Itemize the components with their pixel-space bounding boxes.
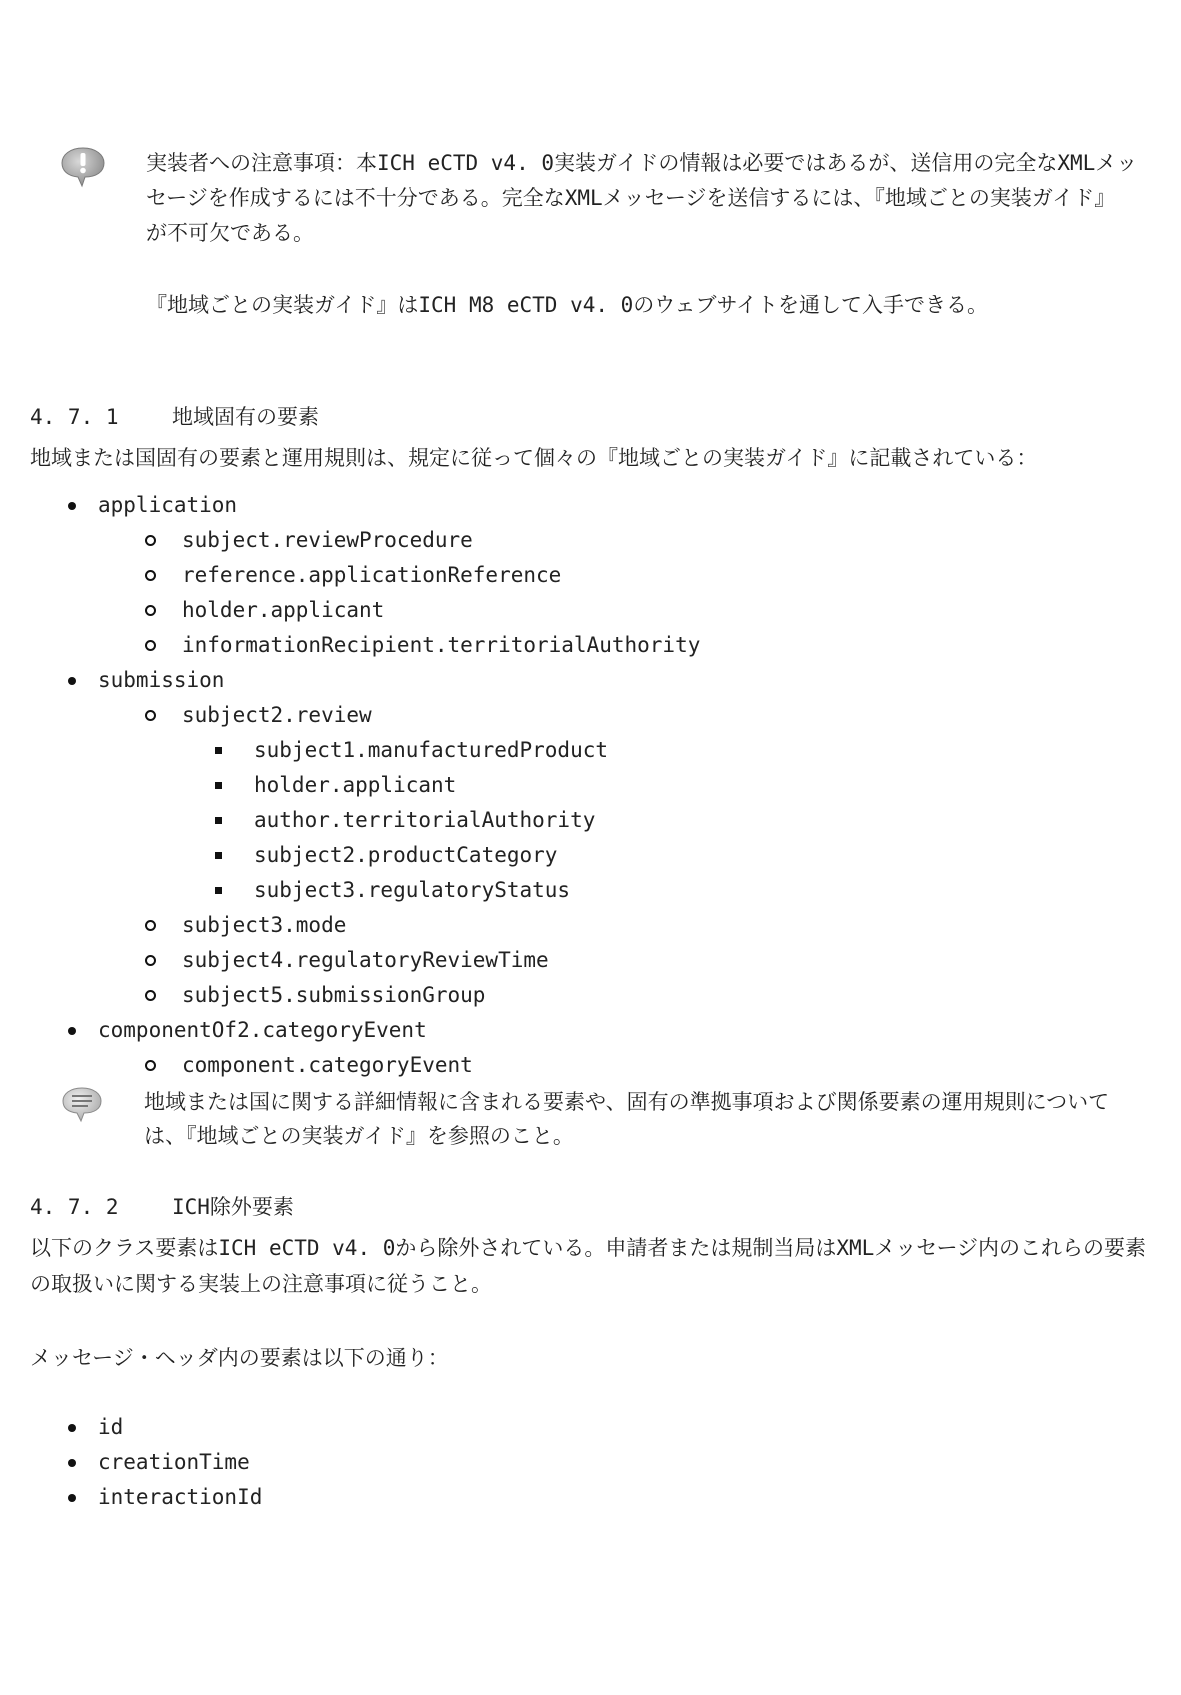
bullet-circle-icon — [140, 700, 160, 730]
bullet-square-icon — [208, 875, 228, 905]
note-line: 実装者への注意事項：本ICH eCTD v4. 0実装ガイドの情報は必要ではあるが、送信用の完全なXMLメッ — [146, 151, 1138, 175]
header-intro: メッセージ・ヘッダ内の要素は以下の通り： — [30, 1346, 449, 1370]
bullet-circle-icon — [140, 1050, 160, 1080]
section-number: 4. 7. 1 — [30, 405, 119, 429]
section-title: 地域固有の要素 — [172, 405, 319, 429]
section-intro-line: の取扱いに関する実装上の注意事項に従うこと。 — [30, 1272, 492, 1296]
warning-speech-bubble-icon — [60, 146, 106, 188]
section-heading-4-7-1 — [30, 402, 319, 432]
document-page: 実装者への注意事項：本ICH eCTD v4. 0実装ガイドの情報は必要ではあるが、送信用の完全なXMLメッ セージを作成するには不十分である。完全なXMLメッセージを送信するには、『地域ごとの実装ガイド』 が不可欠である。 『地域ごとの実装ガイド』はICH M8 eCTD v4. 0のウェブサイトを通して入手できる。 4. 7. 1 地域固有の要素 地域または国固有の要素と運用規則は、規定に従って個々の『地域ごとの実装ガイド』に記載されている： application subject.reviewProcedure reference.applicationReference holder.applicant informationRecipient.territorialAuthority submission subject2.review subject1.manufacturedProduct holder.applicant author.territorialAuthority subject2.productCategory subject3.regulatoryStatus subject3.mode subject4.regulatoryReviewTime subject5.submissionGroup componentOf2.categoryEvent component.categoryEvent 地域または国に関する詳細情報に含まれる要素や、固有の準拠事項および関係要素の運用規則について は、『地域ごとの実装ガイド』を参照のこと。 4. 7. 2 ICH除外要素 以下のクラス要素はICH eCTD v4. 0から除外されている。申請者または規制当局はXMLメッセージ内のこれらの要素 の取扱いに関する実装上の注意事項に従うこと。 メッセージ・ヘッダ内の要素は以下の通り： id creationTime interactionId — [0, 0, 1181, 1695]
section-intro: 地域または国固有の要素と運用規則は、規定に従って個々の『地域ごとの実装ガイド』に記載されている： — [30, 446, 1038, 470]
note-line: 地域または国に関する詳細情報に含まれる要素や、固有の準拠事項および関係要素の運用規則について — [144, 1090, 1110, 1114]
bullet-circle-icon — [140, 525, 160, 555]
bullet-square-icon — [208, 770, 228, 800]
bullet-circle-icon — [140, 980, 160, 1010]
note-line: は、『地域ごとの実装ガイド』を参照のこと。 — [144, 1124, 574, 1148]
bullet-square-icon — [208, 735, 228, 765]
section-heading-4-7-2 — [30, 1192, 294, 1222]
section-intro-line: 以下のクラス要素はICH eCTD v4. 0から除外されている。申請者または規制当局はXMLメッセージ内のこれらの要素 — [30, 1236, 1147, 1260]
comment-bubble-icon — [60, 1085, 104, 1125]
section-title: ICH除外要素 — [172, 1195, 294, 1219]
bullet-circle-icon — [140, 560, 160, 590]
note-line: セージを作成するには不十分である。完全なXMLメッセージを送信するには、『地域ごとの実装ガイド』 — [146, 186, 1116, 210]
bullet-square-icon — [208, 805, 228, 835]
bullet-disc-icon — [62, 665, 82, 695]
bullet-disc-icon — [62, 1015, 82, 1045]
bullet-square-icon — [208, 840, 228, 870]
bullet-circle-icon — [140, 595, 160, 625]
bullet-disc-icon — [62, 490, 82, 520]
note-line: が不可欠である。 — [146, 221, 314, 245]
bullet-disc-icon — [62, 1447, 82, 1477]
bullet-disc-icon — [62, 1482, 82, 1512]
bullet-circle-icon — [140, 945, 160, 975]
bullet-circle-icon — [140, 630, 160, 660]
section-number: 4. 7. 2 — [30, 1195, 119, 1219]
note-line: 『地域ごとの実装ガイド』はICH M8 eCTD v4. 0のウェブサイトを通して入手できる。 — [146, 293, 988, 317]
bullet-disc-icon — [62, 1412, 82, 1442]
bullet-circle-icon — [140, 910, 160, 940]
